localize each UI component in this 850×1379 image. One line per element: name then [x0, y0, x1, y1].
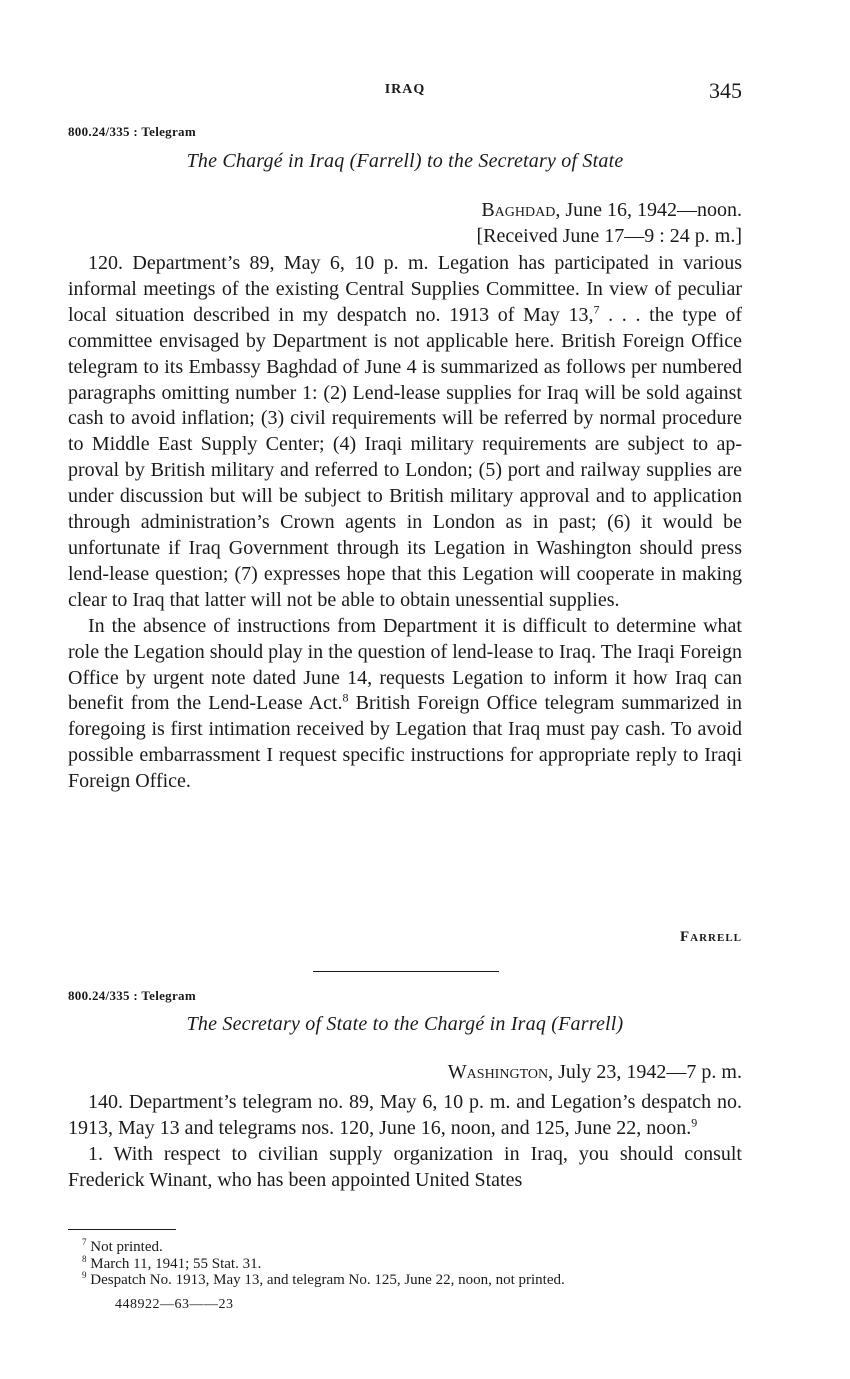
doc2-heading-before: The Secretary of State to the Chargé in Iraq	[186, 1013, 552, 1035]
doc1-dateline-date: , June 16, 1942—noon.	[555, 199, 742, 221]
doc2-paragraph-2	[68, 1142, 742, 1194]
footnote-7-text: Not printed.	[86, 1239, 163, 1255]
doc1-paragraph-2-text-b: British Foreign Office telegram summarized in foregoing is first intimation received by Legation that Iraq must pay cash. To avoid possible embarrassment I request specific instructions for appropriate reply to Iraqi Foreign Office.	[68, 692, 742, 793]
doc1-file-reference: 800.24/335 : Telegram	[68, 124, 196, 139]
doc1-paragraph-1	[68, 251, 742, 614]
doc1-dateline-place: Baghdad	[481, 199, 556, 221]
footnote-8-text: March 11, 1941; 55 Stat. 31.	[86, 1255, 262, 1272]
doc2-paragraph-2-text-a: 1. With respect to civilian supply organization in Iraq, you should consult Frederick Winant, who has been appointed United States	[68, 1142, 742, 1191]
footnote-9-mark: 9	[82, 1270, 87, 1280]
doc2-paragraph-1-text-a: 140. Department’s telegram no. 89, May 6, 10 p. m. and Legation’s despatch no. 1913, May 13 and telegrams nos. 120, June 16, noon, and 125, June 22, noon.	[68, 1091, 742, 1139]
doc1-paragraph-1-text-b: . . . the type of committee envisaged by Department is not applicable here. British Foreign Office telegram to its Embassy Baghdad of June 4 is summarized as follows per numbered paragraphs omitting number 1: (2) Lend-lease supplies for Iraq will be sold against cash to avoid inflation; (3) civil requirements will be referred by normal procedure to Middle East Supply Center; (4) Iraqi military requirements are subject to approval by British military and referred to London; (5) port and railway supplies are under discussion but will be subject to British military approval and to application through administration’s Crown agents in London as in past; (6) it would be unfortunate if Iraq Government through its Legation in Washington should press lend-lease question; (7) expresses hope that this Legation will cooperate in making clear to Iraq that latter will not be able to obtain unessential supplies.	[68, 303, 742, 611]
footnote-7-mark: 7	[82, 1237, 87, 1247]
doc1-heading-before: The Chargé in Iraq	[186, 150, 350, 172]
page-number: 345	[709, 78, 742, 103]
doc2-dateline-place: Washington	[447, 1061, 549, 1083]
print-code: 448922—63——23	[115, 1297, 234, 1312]
footnote-8	[82, 1253, 742, 1273]
doc2-heading	[68, 1013, 742, 1036]
doc1-paragraph-2	[68, 614, 742, 795]
doc2-dateline-place-date	[448, 1059, 742, 1085]
doc1-dateline-received: [Received June 17—9 : 24 p. m.]	[476, 225, 742, 247]
footnote-9	[82, 1272, 742, 1289]
doc2-file-reference: 800.24/335 : Telegram	[68, 988, 196, 1003]
footnote-ref-7: 7	[593, 302, 600, 317]
doc2-paragraph-1	[68, 1090, 742, 1142]
doc1-heading-after: to the Secretary of State	[421, 150, 624, 172]
document-separator	[313, 971, 499, 972]
doc2-heading-name: (Farrell)	[551, 1013, 624, 1035]
footnotes	[82, 1239, 742, 1289]
doc1-dateline-place-date	[477, 197, 743, 223]
doc1-body	[68, 251, 742, 795]
footnote-9-text: Despatch No. 1913, May 13, and telegram No. 125, June 22, noon, not printed.	[86, 1272, 565, 1288]
doc1-paragraph-2-text-a: In the absence of instructions from Department it is difficult to determine what role the Legation should play in the question of lend-lease to Iraq. The Iraqi Foreign Office by urgent note dated June 14, requests Legation to inform it how Iraq can benefit from the Lend-Lease Act.	[68, 614, 742, 715]
running-head	[68, 78, 742, 104]
doc1-signature: Farrell	[679, 929, 742, 945]
doc2-dateline-date: , July 23, 1942—7 p. m.	[548, 1061, 742, 1083]
footnote-7	[82, 1239, 742, 1256]
doc2-body	[68, 1090, 742, 1194]
doc1-dateline	[477, 197, 743, 249]
doc2-dateline	[448, 1059, 742, 1085]
footnote-8-mark: 8	[82, 1253, 87, 1264]
footnote-ref-9: 9	[691, 1115, 698, 1130]
doc1-heading	[68, 150, 742, 173]
running-head-title: IRAQ	[384, 82, 426, 97]
footnote-rule	[68, 1229, 176, 1230]
doc1-paragraph-1-text-a: 120. Department’s 89, May 6, 10 p. m. Legation has participated in various informal meetings of the existing Central Supplies Committee. In view of peculiar local situation described in my despatch no. 1913 of May 13,	[68, 252, 742, 326]
footnote-ref-8: 8	[342, 690, 349, 705]
doc1-heading-name: (Farrell)	[349, 150, 422, 172]
